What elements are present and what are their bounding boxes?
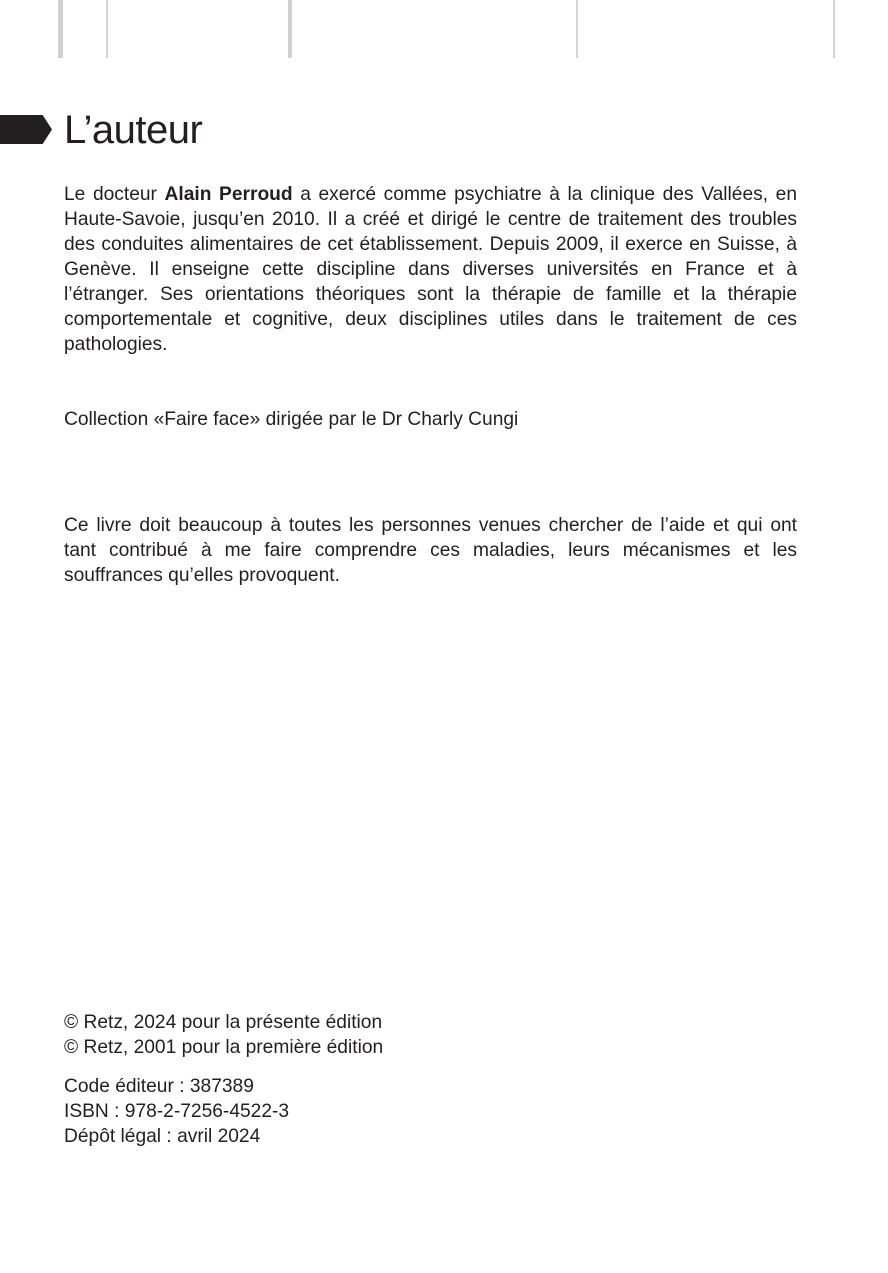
- author-name: Alain Perroud: [164, 184, 293, 205]
- section-heading: L’auteur: [64, 108, 203, 152]
- copyright-line: © Retz, 2001 pour la première édition: [64, 1037, 384, 1058]
- top-rule-2: [106, 0, 108, 58]
- legal-deposit: Dépôt légal : avril 2024: [64, 1126, 261, 1147]
- bio-text: a exercé comme psychiatre à la clinique des Vallées, en Haute-Savoie, jusqu’en 2010. Il a créé et dirigé le centre de traitement des troubles des conduites alimentaires de cet établissement. Depuis 2009, il exerce en Suisse, à Genève. Il enseigne cette discipline dans diverses universités en France et à l’étranger. Ses orientations théoriques sont la thérapie de famille et la thérapie comportementale et cognitive, deux disciplines utiles dans le traitement de ces pathologies.: [64, 184, 797, 355]
- top-rule-4: [576, 0, 578, 58]
- copyright-line: © Retz, 2024 pour la présente édition: [64, 1012, 383, 1033]
- collection-note: Collection «Faire face» dirigée par le Dr Charly Cungi: [64, 409, 519, 430]
- acknowledgement: Ce livre doit beaucoup à toutes les personnes venues chercher de l’aide et qui ont tant contribué à me faire comprendre ces maladies, leurs mécanismes et les souffrances qu’elles provoquent.: [64, 515, 797, 586]
- top-rule-3: [288, 0, 292, 58]
- isbn: ISBN : 978-2-7256-4522-3: [64, 1101, 290, 1122]
- top-rule-1: [58, 0, 63, 58]
- copyright-block: [64, 1010, 797, 1060]
- top-rule-5: [833, 0, 835, 58]
- publisher-code: Code éditeur : 387389: [64, 1076, 254, 1097]
- author-bio: [64, 182, 797, 357]
- bio-prefix: Le docteur: [64, 184, 165, 205]
- legal-block: [64, 1074, 797, 1149]
- section-marker: [0, 115, 52, 144]
